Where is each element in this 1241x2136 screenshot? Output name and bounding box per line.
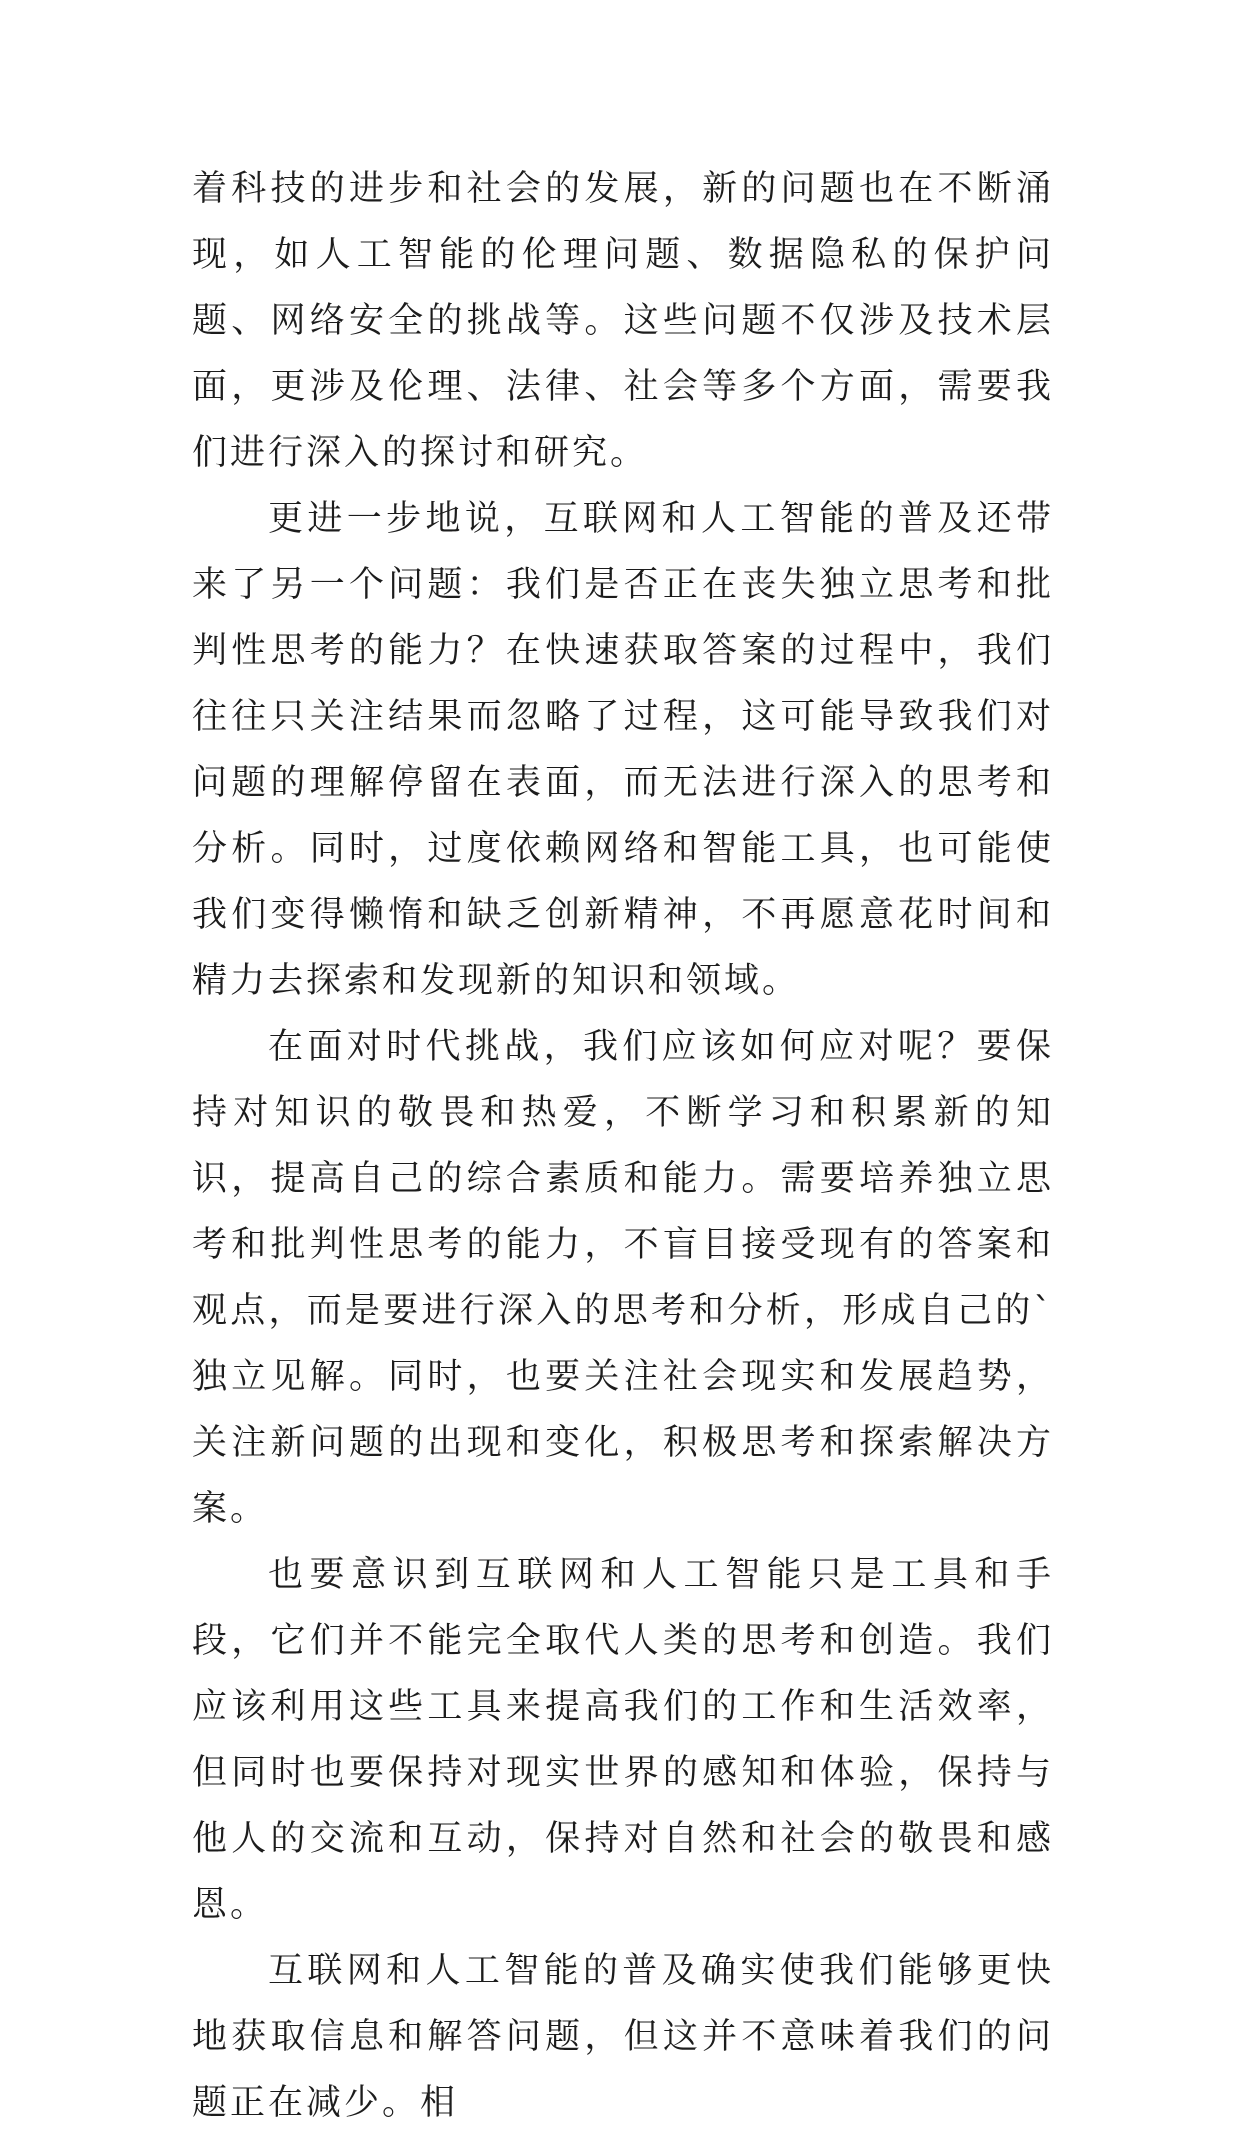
paragraph-1: 着科技的进步和社会的发展，新的问题也在不断涌现，如人工智能的伦理问题、数据隐私的保护问题、网络安全的挑战等。这些问题不仅涉及技术层面，更涉及伦理、法律、社会等多个方面，需要我们进行深入的探讨和研究。 (192, 169, 1054, 473)
document-page (192, 156, 1054, 2136)
paragraph-3: 在面对时代挑战，我们应该如何应对呢？要保持对知识的敬畏和热爱，不断学习和积累新的知识，提高自己的综合素质和能力。需要培养独立思考和批判性思考的能力，不盲目接受现有的答案和观点，而是要进行深入的思考和分析，形成自己的`独立见解。同时，也要关注社会现实和发展趋势，关注新问题的出现和变化，积极思考和探索解决方案。 (192, 1027, 1054, 1529)
paragraph-4: 也要意识到互联网和人工智能只是工具和手段，它们并不能完全取代人类的思考和创造。我们应该利用这些工具来提高我们的工作和生活效率，但同时也要保持对现实世界的感知和体验，保持与他人的交流和互动，保持对自然和社会的敬畏和感恩。 (192, 1555, 1054, 1925)
paragraph-2: 更进一步地说，互联网和人工智能的普及还带来了另一个问题：我们是否正在丧失独立思考和批判性思考的能力？在快速获取答案的过程中，我们往往只关注结果而忽略了过程，这可能导致我们对问题的理解停留在表面，而无法进行深入的思考和分析。同时，过度依赖网络和智能工具，也可能使我们变得懒惰和缺乏创新精神，不再愿意花时间和精力去探索和发现新的知识和领域。 (192, 499, 1054, 1001)
paragraph-5: 互联网和人工智能的普及确实使我们能够更快地获取信息和解答问题，但这并不意味着我们的问题正在减少。相 (192, 1951, 1054, 2123)
